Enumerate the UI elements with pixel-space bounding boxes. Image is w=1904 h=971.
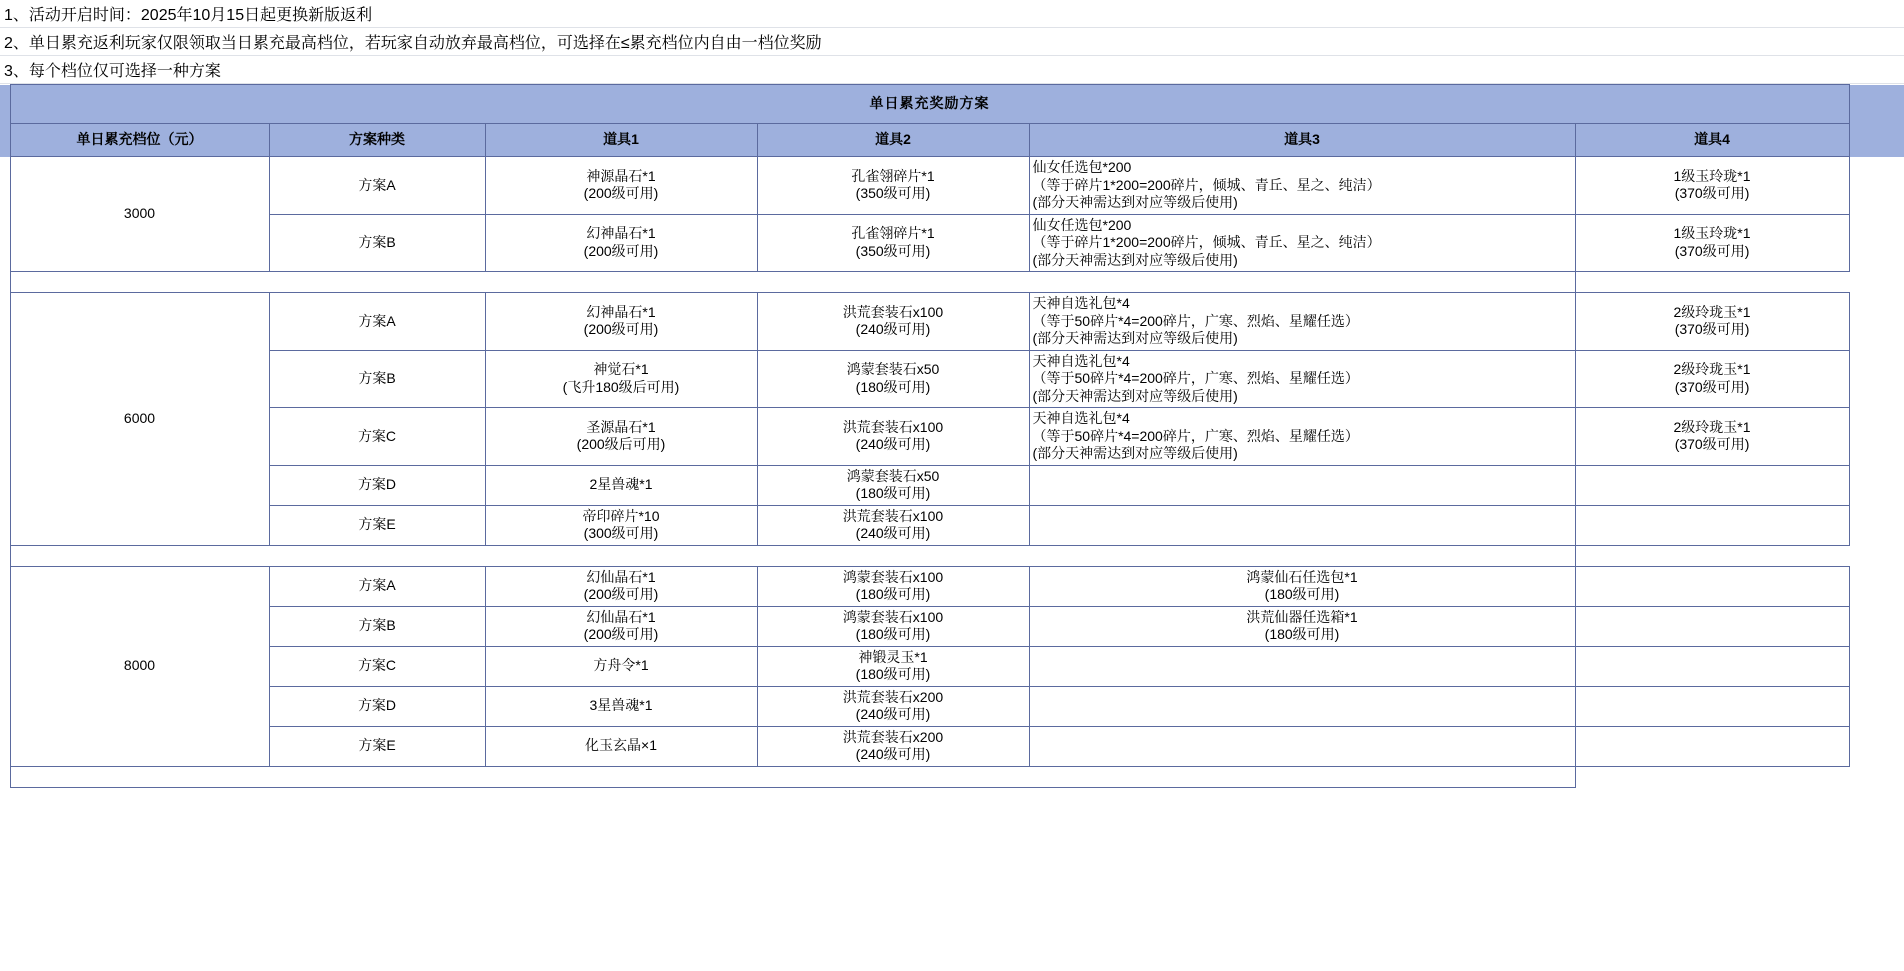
- plan-cell: 方案A: [269, 566, 485, 606]
- row-right-pad: [1849, 606, 1904, 646]
- note-row: [0, 28, 1904, 56]
- item4-cell: 2级玲珑玉*1 (370级可用): [1575, 293, 1849, 351]
- item3-cell: 仙女任选包*200 （等于碎片1*200=200碎片，倾城、青丘、星之、纯洁） (部分天神需达到对应等级后使用): [1029, 214, 1575, 272]
- item4-cell: 1级玉玲珑*1 (370级可用): [1575, 214, 1849, 272]
- item2-cell: 洪荒套装石x100 (240级可用): [757, 293, 1029, 351]
- plan-cell: 方案B: [269, 606, 485, 646]
- spacer-cell-right: [1575, 766, 1849, 787]
- item2-cell: 洪荒套装石x100 (240级可用): [757, 505, 1029, 545]
- item2-cell: 洪荒套装石x200 (240级可用): [757, 686, 1029, 726]
- item3-cell: [1029, 686, 1575, 726]
- row-left-pad: [0, 408, 10, 466]
- spacer-right-pad: [1849, 766, 1904, 787]
- row-right-pad: [1849, 686, 1904, 726]
- item4-cell: [1575, 505, 1849, 545]
- note-row: [0, 56, 1904, 84]
- item2-cell: 孔雀翎碎片*1 (350级可用): [757, 157, 1029, 215]
- plan-cell: 方案D: [269, 686, 485, 726]
- column-header-item4: 道具4: [1575, 124, 1849, 157]
- plan-cell: 方案B: [269, 214, 485, 272]
- item1-cell: 方舟令*1: [485, 646, 757, 686]
- item2-cell: 鸿蒙套装石x100 (180级可用): [757, 566, 1029, 606]
- table-row: [0, 293, 1904, 351]
- item4-cell: [1575, 686, 1849, 726]
- table-row: [0, 408, 1904, 466]
- spacer-right-pad: [1849, 272, 1904, 293]
- plan-cell: 方案A: [269, 293, 485, 351]
- item4-cell: [1575, 606, 1849, 646]
- note-spacer-cell-3: [1614, 56, 1904, 84]
- plan-cell: 方案C: [269, 408, 485, 466]
- plan-cell: 方案C: [269, 646, 485, 686]
- row-left-pad: [0, 646, 10, 686]
- item1-cell: 圣源晶石*1 (200级后可用): [485, 408, 757, 466]
- item4-cell: [1575, 465, 1849, 505]
- column-header-item3: 道具3: [1029, 124, 1575, 157]
- item3-cell: 天神自选礼包*4 （等于50碎片*4=200碎片，广寒、烈焰、星耀任选） (部分天神需达到对应等级后使用): [1029, 350, 1575, 408]
- note-text-2: 2、单日累充返利玩家仅限领取当日累充最高档位，若玩家自动放弃最高档位，可选择在≤累充档位内自由一档位奖励: [4, 35, 822, 52]
- note-row: [0, 0, 1904, 28]
- item4-cell: [1575, 566, 1849, 606]
- item3-cell: [1029, 726, 1575, 766]
- spacer-left-pad: [0, 272, 10, 293]
- row-right-pad: [1849, 214, 1904, 272]
- item1-cell: 帝印碎片*10 (300级可用): [485, 505, 757, 545]
- item3-cell: [1029, 505, 1575, 545]
- header-left-pad: [0, 124, 10, 157]
- item3-cell: 天神自选礼包*4 （等于50碎片*4=200碎片，广寒、烈焰、星耀任选） (部分天神需达到对应等级后使用): [1029, 293, 1575, 351]
- item3-cell: [1029, 465, 1575, 505]
- row-left-pad: [0, 293, 10, 351]
- header-right-pad: [1849, 124, 1904, 157]
- row-left-pad: [0, 214, 10, 272]
- column-header-plan: 方案种类: [269, 124, 485, 157]
- spacer-cell-right: [1575, 545, 1849, 566]
- tier-cell: 3000: [10, 157, 269, 272]
- table-title-row: [0, 85, 1904, 124]
- table-row: [0, 606, 1904, 646]
- row-right-pad: [1849, 408, 1904, 466]
- tier-cell: 6000: [10, 293, 269, 546]
- reward-plan-table: [0, 84, 1904, 788]
- item4-cell: 2级玲珑玉*1 (370级可用): [1575, 408, 1849, 466]
- plan-cell: 方案A: [269, 157, 485, 215]
- item2-cell: 鸿蒙套装石x100 (180级可用): [757, 606, 1029, 646]
- spacer-left-pad: [0, 545, 10, 566]
- item3-cell: 鸿蒙仙石任选包*1 (180级可用): [1029, 566, 1575, 606]
- item4-cell: 2级玲珑玉*1 (370级可用): [1575, 350, 1849, 408]
- item4-cell: [1575, 646, 1849, 686]
- item1-cell: 化玉玄晶×1: [485, 726, 757, 766]
- item3-cell: 天神自选礼包*4 （等于50碎片*4=200碎片，广寒、烈焰、星耀任选） (部分天神需达到对应等级后使用): [1029, 408, 1575, 466]
- spacer-right-pad: [1849, 545, 1904, 566]
- row-right-pad: [1849, 566, 1904, 606]
- item1-cell: 幻仙晶石*1 (200级可用): [485, 566, 757, 606]
- item3-cell: [1029, 646, 1575, 686]
- item3-cell: 仙女任选包*200 （等于碎片1*200=200碎片，倾城、青丘、星之、纯洁） (部分天神需达到对应等级后使用): [1029, 157, 1575, 215]
- column-header-item1: 道具1: [485, 124, 757, 157]
- item1-cell: 3星兽魂*1: [485, 686, 757, 726]
- row-right-pad: [1849, 350, 1904, 408]
- row-left-pad: [0, 726, 10, 766]
- row-right-pad: [1849, 726, 1904, 766]
- group-spacer-row: [0, 272, 1904, 293]
- table-row: [0, 465, 1904, 505]
- table-row: [0, 726, 1904, 766]
- plan-cell: 方案D: [269, 465, 485, 505]
- column-header-item2: 道具2: [757, 124, 1029, 157]
- title-left-pad: [0, 85, 10, 124]
- item2-cell: 洪荒套装石x200 (240级可用): [757, 726, 1029, 766]
- item1-cell: 幻仙晶石*1 (200级可用): [485, 606, 757, 646]
- plan-cell: 方案E: [269, 505, 485, 545]
- row-left-pad: [0, 505, 10, 545]
- note-spacer-cell-1: [1614, 0, 1904, 28]
- item1-cell: 神觉石*1 (飞升180级后可用): [485, 350, 757, 408]
- item2-cell: 洪荒套装石x100 (240级可用): [757, 408, 1029, 466]
- row-right-pad: [1849, 157, 1904, 215]
- row-left-pad: [0, 157, 10, 215]
- table-header-row: [0, 124, 1904, 157]
- column-header-tier: 单日累充档位（元）: [10, 124, 269, 157]
- row-right-pad: [1849, 293, 1904, 351]
- note-text-3: 3、每个档位仅可选择一种方案: [4, 63, 221, 80]
- row-right-pad: [1849, 465, 1904, 505]
- tier-cell: 8000: [10, 566, 269, 766]
- row-left-pad: [0, 686, 10, 726]
- group-spacer-row: [0, 545, 1904, 566]
- item3-cell: 洪荒仙器任选箱*1 (180级可用): [1029, 606, 1575, 646]
- row-left-pad: [0, 465, 10, 505]
- spacer-cell: [10, 272, 1575, 293]
- table-row: [0, 214, 1904, 272]
- table-row: [0, 646, 1904, 686]
- spacer-cell: [10, 545, 1575, 566]
- table-title: 单日累充奖励方案: [10, 85, 1849, 124]
- item1-cell: 幻神晶石*1 (200级可用): [485, 293, 757, 351]
- item1-cell: 幻神晶石*1 (200级可用): [485, 214, 757, 272]
- title-right-pad: [1849, 85, 1904, 124]
- item1-cell: 2星兽魂*1: [485, 465, 757, 505]
- row-right-pad: [1849, 505, 1904, 545]
- spacer-cell-right: [1575, 272, 1849, 293]
- row-left-pad: [0, 566, 10, 606]
- table-row: [0, 157, 1904, 215]
- item2-cell: 孔雀翎碎片*1 (350级可用): [757, 214, 1029, 272]
- spacer-cell: [10, 766, 1575, 787]
- item4-cell: [1575, 726, 1849, 766]
- table-row: [0, 566, 1904, 606]
- spacer-left-pad: [0, 766, 10, 787]
- notes-block: [0, 0, 1904, 84]
- row-left-pad: [0, 606, 10, 646]
- plan-cell: 方案E: [269, 726, 485, 766]
- table-row: [0, 350, 1904, 408]
- item2-cell: 神锻灵玉*1 (180级可用): [757, 646, 1029, 686]
- note-text-1: 1、活动开启时间：2025年10月15日起更换新版返利: [4, 7, 373, 24]
- item1-cell: 神源晶石*1 (200级可用): [485, 157, 757, 215]
- note-spacer-cell-2: [1614, 28, 1904, 56]
- row-left-pad: [0, 350, 10, 408]
- item4-cell: 1级玉玲珑*1 (370级可用): [1575, 157, 1849, 215]
- table-row: [0, 505, 1904, 545]
- item2-cell: 鸿蒙套装石x50 (180级可用): [757, 350, 1029, 408]
- plan-cell: 方案B: [269, 350, 485, 408]
- row-right-pad: [1849, 646, 1904, 686]
- table-row: [0, 686, 1904, 726]
- item2-cell: 鸿蒙套装石x50 (180级可用): [757, 465, 1029, 505]
- group-spacer-row: [0, 766, 1904, 787]
